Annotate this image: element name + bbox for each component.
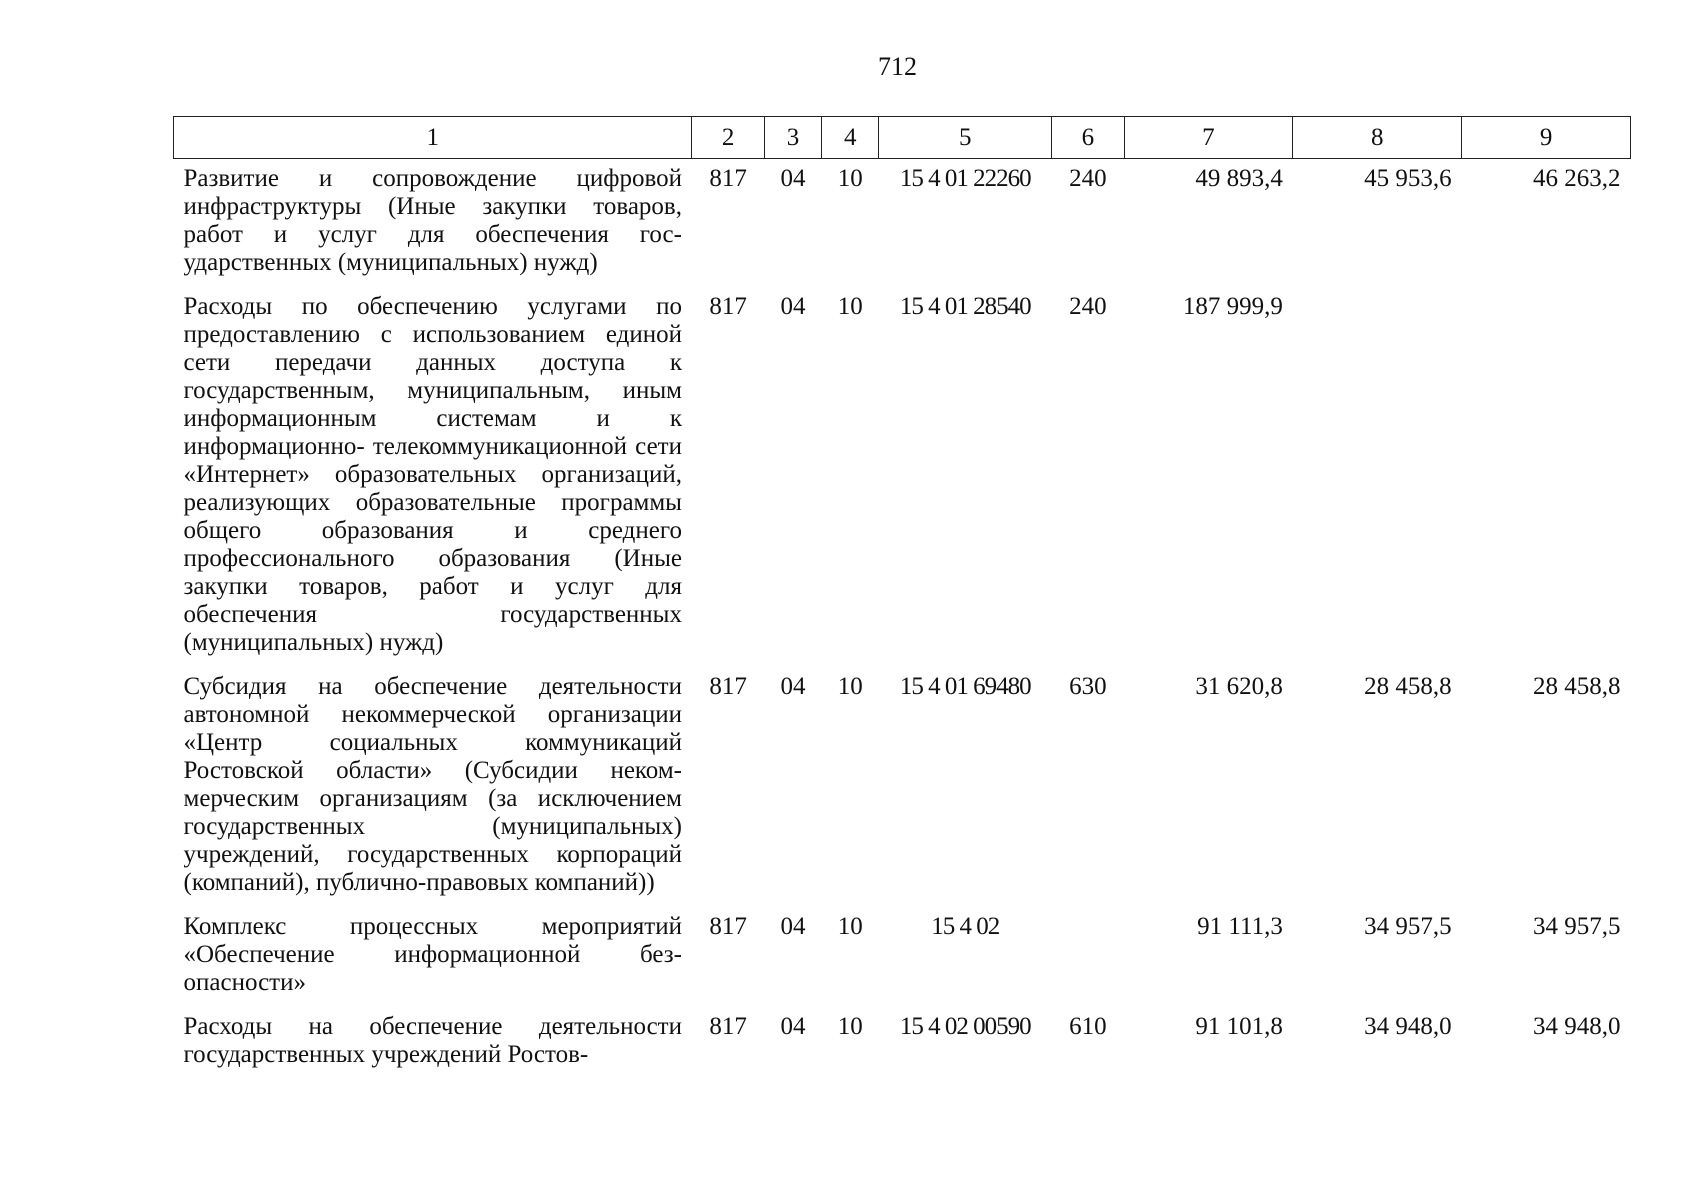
row-amount-8: 45 953,6	[1364, 165, 1452, 192]
row-amount-8: 34 957,5	[1364, 913, 1452, 940]
header-col-7: 7	[1124, 117, 1293, 159]
row-amount-7: 49 893,4	[1195, 165, 1283, 192]
row-target-code: 15 4 01 28540	[899, 293, 1031, 320]
row-admin-code: 817	[709, 1013, 747, 1040]
table-row	[174, 667, 1631, 907]
row-subsection: 10	[837, 913, 863, 940]
row-expense-type: 240	[1069, 165, 1107, 192]
header-col-1: 1	[174, 117, 692, 159]
row-section: 04	[780, 673, 806, 700]
row-description: Расходы по обеспечению услугами по предоставлению с использованием единой сети передачи данных доступа к государственным, муниципальным, иным информационным системам и к информационно- телекоммуникационной сети «Интернет» образовательных организаций, реализующих образовательные программы общего образования и среднего профессионального образования (Иные закупки товаров, работ и услуг для обеспечения государственных (муниципальных) нужд)	[183, 293, 682, 656]
row-admin-code: 817	[709, 913, 747, 940]
row-admin-code: 817	[709, 165, 747, 192]
row-amount-8: 28 458,8	[1364, 673, 1452, 700]
row-subsection: 10	[837, 673, 863, 700]
row-admin-code: 817	[709, 293, 747, 320]
row-amount-9: 34 957,5	[1533, 913, 1621, 940]
header-col-5: 5	[879, 117, 1052, 159]
row-amount-9	[1462, 287, 1631, 667]
row-target-code: 15 4 02 00590	[899, 1013, 1031, 1040]
row-expense-type: 610	[1069, 1013, 1107, 1040]
row-subsection: 10	[837, 165, 863, 192]
row-expense-type	[1052, 907, 1124, 1007]
row-target-code: 15 4 01 69480	[899, 673, 1031, 700]
table-row	[174, 287, 1631, 667]
row-subsection: 10	[837, 1013, 863, 1040]
row-description: Расходы на обеспечение деятельности государственных учреждений Ростов-	[183, 1013, 682, 1068]
row-expense-type: 240	[1069, 293, 1107, 320]
row-expense-type: 630	[1069, 673, 1107, 700]
header-col-4: 4	[822, 117, 879, 159]
row-target-code: 15 4 01 22260	[899, 165, 1031, 192]
page-number: 712	[878, 52, 917, 81]
header-row	[174, 117, 1631, 159]
row-amount-8: 34 948,0	[1364, 1013, 1452, 1040]
row-section: 04	[780, 1013, 806, 1040]
row-section: 04	[780, 165, 806, 192]
row-section: 04	[780, 293, 806, 320]
header-col-6: 6	[1052, 117, 1124, 159]
table-row	[174, 1007, 1631, 1079]
header-col-2: 2	[692, 117, 764, 159]
row-description: Комплекс процессных мероприятий «Обеспечение информационной безопасности»	[183, 913, 682, 996]
header-col-3: 3	[764, 117, 821, 159]
row-amount-9: 46 263,2	[1533, 165, 1621, 192]
row-admin-code: 817	[709, 673, 747, 700]
row-target-code: 15 4 02	[931, 913, 1000, 940]
header-col-9: 9	[1462, 117, 1631, 159]
row-amount-9: 28 458,8	[1533, 673, 1621, 700]
row-amount-7: 187 999,9	[1182, 293, 1283, 320]
table-row	[174, 907, 1631, 1007]
row-description: Развитие и сопровождение цифровой инфраструктуры (Иные закупки товаров, работ и услуг для обеспечения государственных (муниципальных) нужд)	[183, 165, 682, 276]
row-amount-8	[1293, 287, 1462, 667]
header-col-8: 8	[1293, 117, 1462, 159]
row-description: Субсидия на обеспечение деятельности автономной некоммерческой организации «Центр социальных коммуникаций Ростовской области» (Субсидии некоммерческим организациям (за исключением государственных (муниципальных) учреждений, государственных корпораций (компаний), публично-правовых компаний))	[183, 673, 682, 896]
row-section: 04	[780, 913, 806, 940]
table-row	[174, 159, 1631, 288]
row-amount-9: 34 948,0	[1533, 1013, 1621, 1040]
budget-table	[173, 116, 1631, 1079]
row-amount-7: 91 111,3	[1197, 913, 1283, 940]
row-amount-7: 31 620,8	[1195, 673, 1283, 700]
row-amount-7: 91 101,8	[1195, 1013, 1283, 1040]
row-subsection: 10	[837, 293, 863, 320]
